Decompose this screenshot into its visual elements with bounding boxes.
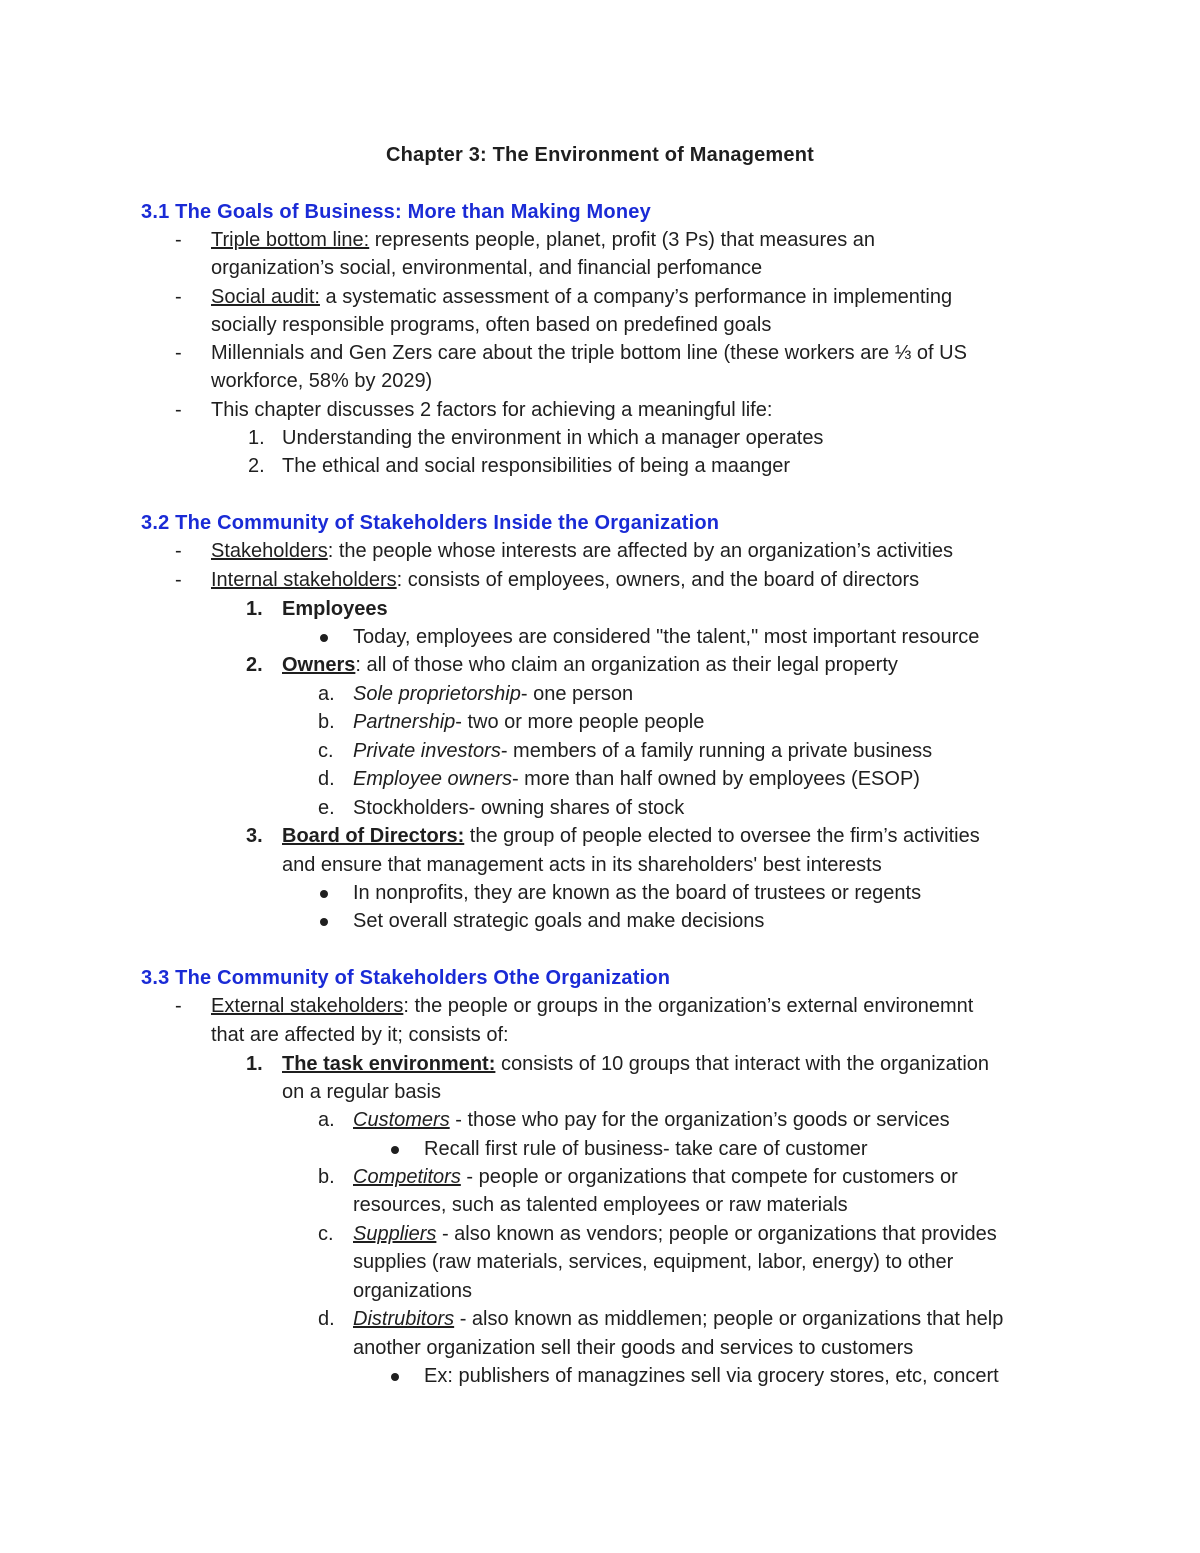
owner-type-private-investors <box>353 737 932 765</box>
dash-marker: - <box>175 229 182 251</box>
item-board-of-directors <box>282 822 980 850</box>
term-board-of-directors: Board of Directors: <box>282 825 465 847</box>
section-heading-3-1: 3.1 The Goals of Business: More than Making Money <box>141 201 651 223</box>
term-stakeholders: Stakeholders <box>211 540 328 562</box>
term-task-environment: The task environment: <box>282 1053 496 1075</box>
list-letter: a. <box>318 683 335 705</box>
bullet-icon <box>391 1146 399 1154</box>
term-customers: Customers <box>353 1109 450 1131</box>
list-number: 1. <box>246 598 263 620</box>
definition-text: - people or organizations that compete for customers or <box>460 1166 958 1188</box>
list-number: 1. <box>246 1053 263 1075</box>
term-triple-bottom-line: Triple bottom line: <box>211 229 370 251</box>
bullet-icon <box>320 918 328 926</box>
term-italic: Private investors <box>353 740 501 762</box>
task-group-distributors <box>353 1305 1003 1333</box>
list-item-continuation: and ensure that management acts in its shareholders' best interests <box>282 854 882 876</box>
list-number: 2. <box>248 455 265 477</box>
list-letter: c. <box>318 1223 334 1245</box>
definition-text: the group of people elected to oversee the firm’s activities <box>464 825 980 847</box>
dash-marker: - <box>175 399 182 421</box>
term-distributors: Distrubitors <box>353 1308 455 1330</box>
list-item-continuation: workforce, 58% by 2029) <box>211 370 433 392</box>
term-italic: Partnership <box>353 711 456 733</box>
list-letter: c. <box>318 740 334 762</box>
numbered-item-2: The ethical and social responsibilities of being a maanger <box>282 455 791 477</box>
list-item-millennials: Millennials and Gen Zers care about the triple bottom line (these workers are ⅓ of US <box>211 342 967 364</box>
bullet-item-strategic-goals: Set overall strategic goals and make decisions <box>353 910 765 932</box>
definition-text: consists of 10 groups that interact with the organization <box>495 1053 990 1075</box>
dash-marker: - <box>175 286 182 308</box>
definition-text: : the people whose interests are affected by an organization’s activities <box>327 540 953 562</box>
list-item-continuation: that are affected by it; consists of: <box>211 1024 509 1046</box>
item-task-environment <box>282 1050 989 1078</box>
owner-type-partnership <box>353 708 704 736</box>
dash-marker: - <box>175 995 182 1017</box>
list-item-continuation: on a regular basis <box>282 1081 441 1103</box>
list-item-continuation: another organization sell their goods and services to customers <box>353 1337 914 1359</box>
list-item-continuation: organizations <box>353 1280 472 1302</box>
definition-text: : all of those who claim an organization as their legal property <box>355 654 898 676</box>
task-group-competitors <box>353 1163 958 1191</box>
bullet-icon <box>391 1373 399 1381</box>
bullet-item-talent: Today, employees are considered "the talent," most important resource <box>353 626 980 648</box>
definition-text: - also known as middlemen; people or organizations that help <box>454 1308 1004 1330</box>
numbered-item-1: Understanding the environment in which a manager operates <box>282 427 824 449</box>
list-letter: b. <box>318 711 335 733</box>
list-item-triple-bottom-line <box>211 226 875 254</box>
owner-type-sole <box>353 680 633 708</box>
term-suppliers: Suppliers <box>353 1223 437 1245</box>
definition-text: a systematic assessment of a company’s performance in implementing <box>319 286 953 308</box>
dash-marker: - <box>175 540 182 562</box>
section-heading-3-2: 3.2 The Community of Stakeholders Inside the Organization <box>141 512 720 534</box>
definition-text: : consists of employees, owners, and the board of directors <box>396 569 920 591</box>
dash-marker: - <box>175 569 182 591</box>
owner-type-stockholders: Stockholders- owning shares of stock <box>353 797 685 819</box>
list-item-internal-stakeholders <box>211 566 919 594</box>
dash-marker: - <box>175 342 182 364</box>
definition-text: - more than half owned by employees (ESOP) <box>511 768 920 790</box>
definition-text: : the people or groups in the organization’s external environemnt <box>403 995 974 1017</box>
definition-text: represents people, planet, profit (3 Ps) that measures an <box>369 229 876 251</box>
list-item-external-stakeholders <box>211 992 973 1020</box>
list-letter: d. <box>318 768 335 790</box>
definition-text: - two or more people people <box>455 711 705 733</box>
definition-text: - members of a family running a private business <box>500 740 933 762</box>
list-item-stakeholders <box>211 537 953 565</box>
owner-type-employee-owners <box>353 765 920 793</box>
term-italic: Employee owners <box>353 768 512 790</box>
bullet-item-example: Ex: publishers of managzines sell via grocery stores, etc, concert <box>424 1365 999 1387</box>
bullet-icon <box>320 634 328 642</box>
list-number: 3. <box>246 825 263 847</box>
item-owners <box>282 651 898 679</box>
list-item-continuation: resources, such as talented employees or raw materials <box>353 1194 848 1216</box>
item-employees: Employees <box>282 598 388 620</box>
list-number: 2. <box>246 654 263 676</box>
task-group-customers <box>353 1106 950 1134</box>
term-owners: Owners <box>282 654 356 676</box>
list-item-social-audit <box>211 283 952 311</box>
definition-text: - those who pay for the organization’s goods or services <box>449 1109 950 1131</box>
list-letter: b. <box>318 1166 335 1188</box>
task-group-suppliers <box>353 1220 997 1248</box>
section-heading-3-3: 3.3 The Community of Stakeholders Othe Organization <box>141 967 671 989</box>
term-italic: Sole proprietorship <box>353 683 521 705</box>
definition-text: - one person <box>520 683 634 705</box>
term-competitors: Competitors <box>353 1166 461 1188</box>
list-letter: a. <box>318 1109 335 1131</box>
list-item-chapter-factors: This chapter discusses 2 factors for achieving a meaningful life: <box>211 399 773 421</box>
page-title: Chapter 3: The Environment of Management <box>385 144 815 166</box>
list-letter: d. <box>318 1308 335 1330</box>
bullet-icon <box>320 890 328 898</box>
bullet-item-nonprofits: In nonprofits, they are known as the board of trustees or regents <box>353 882 922 904</box>
list-letter: e. <box>318 797 335 819</box>
definition-text: - also known as vendors; people or organizations that provides <box>436 1223 997 1245</box>
term-external-stakeholders: External stakeholders <box>211 995 404 1017</box>
term-internal-stakeholders: Internal stakeholders <box>211 569 397 591</box>
list-item-continuation: socially responsible programs, often based on predefined goals <box>211 314 772 336</box>
term-social-audit: Social audit: <box>211 286 320 308</box>
list-item-continuation: organization’s social, environmental, and financial perfomance <box>211 257 763 279</box>
bullet-item-first-rule: Recall first rule of business- take care of customer <box>424 1138 868 1160</box>
list-number: 1. <box>248 427 265 449</box>
list-item-continuation: supplies (raw materials, services, equipment, labor, energy) to other <box>353 1251 954 1273</box>
